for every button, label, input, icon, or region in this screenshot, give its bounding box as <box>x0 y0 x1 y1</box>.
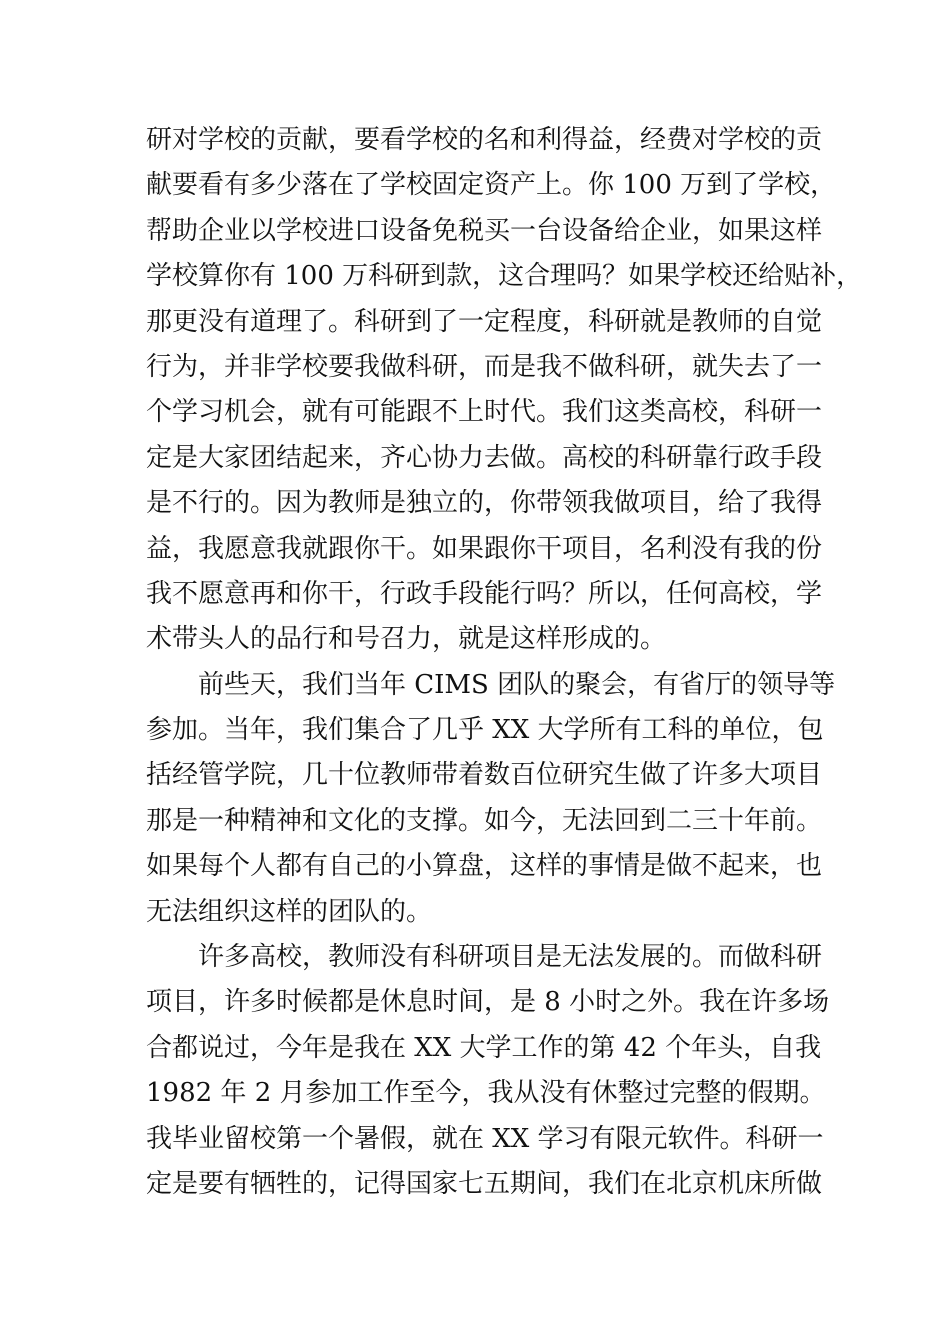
text-line: 我毕业留校第一个暑假，就在 XX 学习有限元软件。科研一 <box>146 1123 824 1154</box>
text-line: 是不行的。因为教师是独立的，你带领我做项目，给了我得 <box>146 488 823 519</box>
text-line: 许多高校，教师没有科研项目是无法发展的。而做科研 <box>198 942 823 973</box>
text-line: 行为，并非学校要我做科研，而是我不做科研，就失去了一 <box>146 351 823 382</box>
text-line: 项目，许多时候都是休息时间，是 8 小时之外。我在许多场 <box>146 987 830 1018</box>
body-text <box>146 118 863 1207</box>
text-line: 参加。当年，我们集合了几乎 XX 大学所有工科的单位，包 <box>146 715 824 746</box>
text-line: 那更没有道理了。科研到了一定程度，科研就是教师的自觉 <box>146 306 823 337</box>
text-line: 我不愿意再和你干，行政手段能行吗？所以，任何高校，学 <box>146 578 823 609</box>
text-line: 括经管学院，几十位教师带着数百位研究生做了许多大项目 <box>146 760 823 791</box>
text-line: 益，我愿意我就跟你干。如果跟你干项目，名利没有我的份 <box>146 533 823 564</box>
text-line: 定是大家团结起来，齐心协力去做。高校的科研靠行政手段 <box>146 442 823 473</box>
text-line: 术带头人的品行和号召力，就是这样形成的。 <box>146 624 667 655</box>
text-line: 如果每个人都有自己的小算盘，这样的事情是做不起来，也 <box>146 851 823 882</box>
text-line: 无法组织这样的团队的。 <box>146 896 433 927</box>
text-line: 那是一种精神和文化的支撑。如今，无法回到二三十年前。 <box>146 805 823 836</box>
text-line: 1982 年 2 月参加工作至今，我从没有休整过完整的假期。 <box>146 1078 826 1109</box>
text-line: 献要看有多少落在了学校固定资产上。你 100 万到了学校， <box>146 170 837 201</box>
text-line: 个学习机会，就有可能跟不上时代。我们这类高校，科研一 <box>146 397 823 428</box>
text-line: 前些天，我们当年 CIMS 团队的聚会，有省厅的领导等 <box>198 669 836 700</box>
text-line: 定是要有牺牲的，记得国家七五期间，我们在北京机床所做 <box>146 1168 823 1199</box>
text-line: 学校算你有 100 万科研到款，这合理吗？如果学校还给贴补， <box>146 261 863 292</box>
text-line: 帮助企业以学校进口设备免税买一台设备给企业，如果这样 <box>146 215 823 246</box>
text-line: 合都说过，今年是我在 XX 大学工作的第 42 个年头，自我 <box>146 1032 822 1063</box>
text-line: 研对学校的贡献，要看学校的名和利得益，经费对学校的贡 <box>146 125 823 155</box>
